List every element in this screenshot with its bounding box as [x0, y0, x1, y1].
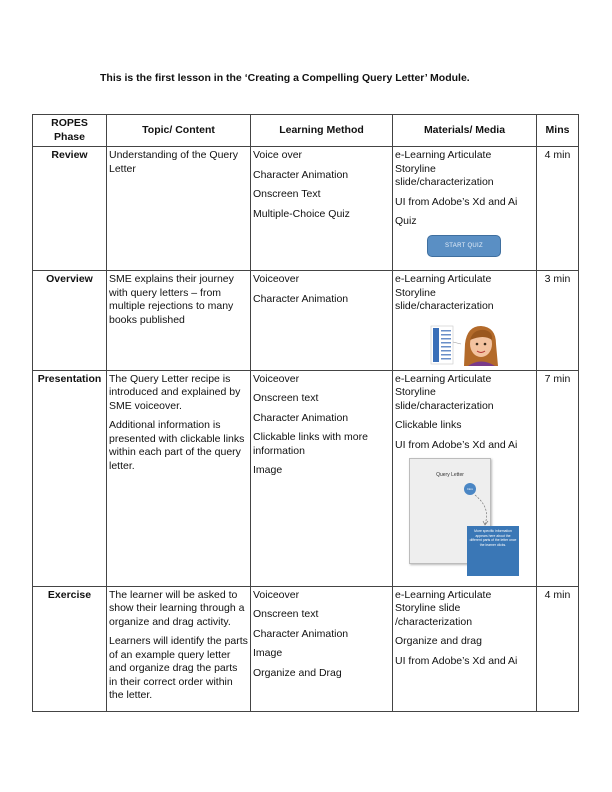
- start-quiz-button: START QUIZ: [427, 235, 501, 257]
- materials-item: UI from Adobe’s Xd and Ai: [395, 195, 518, 208]
- materials-item: UI from Adobe’s Xd and Ai: [395, 438, 518, 451]
- topic-text: The learner will be asked to show their learning through a organize and drag activity.: [109, 588, 245, 628]
- character-illustration: [395, 320, 535, 368]
- topic-cell: [107, 586, 251, 711]
- topic-text: Learners will identify the parts of an example query letter and organize drag the parts in their correct order within the letter.: [109, 635, 248, 701]
- materials-cell: [393, 147, 537, 271]
- method-item: Character Animation: [253, 168, 349, 181]
- method-item: Onscreen text: [253, 608, 319, 620]
- method-item: Voiceover: [253, 273, 300, 285]
- topic-cell: [107, 147, 251, 271]
- phase-cell: Presentation: [33, 370, 107, 586]
- method-item: Character Animation: [253, 627, 349, 640]
- method-item: Clickable links with more information: [253, 431, 368, 457]
- method-item: Onscreen Text: [253, 188, 321, 200]
- phase-cell: Review: [33, 147, 107, 271]
- method-cell: [251, 271, 393, 371]
- topic-text: Additional information is presented with clickable links within each part of the query letter.: [109, 419, 245, 472]
- topic-cell: [107, 370, 251, 586]
- method-cell: [251, 370, 393, 586]
- method-item: Image: [253, 647, 283, 659]
- phase-cell: Exercise: [33, 586, 107, 711]
- header-phase: ROPES Phase: [33, 115, 107, 147]
- method-item: Onscreen text: [253, 392, 319, 404]
- method-item: Character Animation: [253, 292, 349, 305]
- method-cell: [251, 147, 393, 271]
- topic-text: SME explains their journey with query letters – from multiple rejections to many books published: [109, 273, 234, 326]
- materials-item: e-Learning Articulate Storyline slide/characterization: [395, 372, 494, 412]
- table-row-presentation: [33, 370, 579, 586]
- header-mins: Mins: [537, 115, 579, 147]
- mockup-title: Query Letter: [436, 472, 464, 478]
- materials-cell: [393, 271, 537, 371]
- mins-cell: 4 min: [537, 147, 579, 271]
- header-materials: Materials/ Media: [393, 115, 537, 147]
- table-row-exercise: [33, 586, 579, 711]
- method-item: Image: [253, 464, 283, 476]
- materials-cell: [393, 370, 537, 586]
- phase-cell: Overview: [33, 271, 107, 371]
- materials-item: e-Learning Articulate Storyline slide/characterization: [395, 273, 494, 312]
- query-letter-mockup: [395, 458, 534, 582]
- method-item: Voice over: [253, 149, 303, 161]
- method-cell: [251, 586, 393, 711]
- method-item: Multiple-Choice Quiz: [253, 207, 350, 220]
- ropes-table: [32, 114, 579, 712]
- character-thumbnail: [395, 320, 534, 368]
- mins-cell: 3 min: [537, 271, 579, 371]
- header-row: [33, 115, 579, 147]
- topic-text: Understanding of the Query Letter: [109, 149, 238, 175]
- topic-cell: [107, 271, 251, 371]
- topic-text: The Query Letter recipe is introduced and explained by SME voiceover.: [109, 372, 241, 412]
- method-item: Voiceover: [253, 372, 300, 385]
- table-row-overview: [33, 271, 579, 371]
- intro-text: This is the first lesson in the ‘Creating a Compelling Query Letter’ Module.: [100, 72, 470, 84]
- mockup-callout: More specific information appears here about the different parts of the letter once the learner clicks.: [467, 526, 519, 576]
- materials-item: UI from Adobe’s Xd and Ai: [395, 654, 518, 667]
- materials-item: Quiz: [395, 215, 417, 227]
- mins-cell: 4 min: [537, 586, 579, 711]
- table-row-review: [33, 147, 579, 271]
- method-item: Voiceover: [253, 588, 300, 601]
- method-item: Character Animation: [253, 411, 349, 424]
- materials-cell: [393, 586, 537, 711]
- mins-cell: 7 min: [537, 370, 579, 586]
- materials-item: Organize and drag: [395, 635, 482, 647]
- header-topic: Topic/ Content: [107, 115, 251, 147]
- mockup-hotspot: Intro: [464, 483, 476, 495]
- materials-item: e-Learning Articulate Storyline slide /characterization: [395, 588, 492, 628]
- header-method: Learning Method: [251, 115, 393, 147]
- materials-item: e-Learning Articulate Storyline slide/characterization: [395, 149, 494, 188]
- method-item: Organize and Drag: [253, 666, 342, 679]
- materials-item: Clickable links: [395, 419, 462, 431]
